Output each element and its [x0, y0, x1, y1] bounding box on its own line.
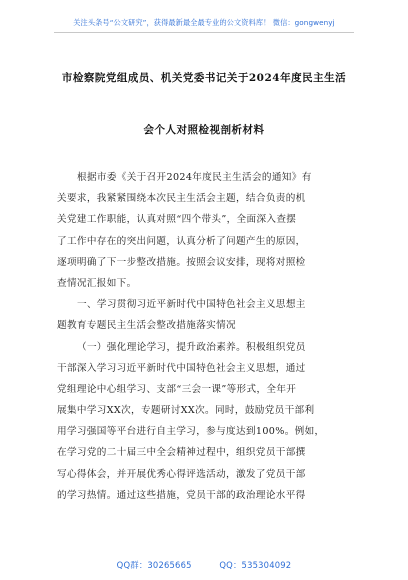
- header-banner: 关注头条号“公文研究”，获得最新最全最专业的公文资料库！ 微信：gongwenyj: [73, 18, 335, 27]
- body-line: 查情况汇报如下。: [57, 277, 137, 289]
- body-line: 根据市委《关于召开2024年度民主生活会的通知》有: [77, 172, 312, 183]
- body-line: 的学习热情。通过这些措施，党员干部的政治理论水平得: [57, 489, 306, 501]
- footer-qq-number: QQ：535304092: [219, 560, 292, 570]
- body-line: 关党建工作职能，认真对照“四个带头”，全面深入查摆: [57, 214, 297, 226]
- body-line: 关要求，我紧紧围绕本次民主生活会主题，结合负责的机: [57, 193, 306, 205]
- body-line: 干部深入学习习近平新时代中国特色社会主义思想，通过: [57, 362, 306, 374]
- footer-contact: [0, 559, 408, 571]
- document-body: [57, 167, 357, 506]
- body-line: 展集中学习XX次，专题研讨XX次。同时，鼓励党员干部利: [57, 405, 315, 417]
- header-divider: [54, 32, 354, 33]
- body-line: 党组理论中心组学习、支部“三会一课”等形式，全年开: [57, 383, 297, 395]
- body-line: 用学习强国等平台进行自主学习，参与度达到100%。例如，: [57, 426, 325, 438]
- section-heading-line: 题教育专题民主生活会整改措施落实情况: [57, 320, 236, 332]
- body-line: 逐项明确了下一步整改措施。按照会议安排，现将对照检: [57, 256, 306, 268]
- section-heading-line: 一、学习贯彻习近平新时代中国特色社会主义思想主: [77, 299, 306, 311]
- body-line: （一）强化理论学习，提升政治素养。积极组织党员: [77, 341, 306, 353]
- document-title-line-1: 市检察院党组成员、机关党委书记关于2024年度民主生活: [61, 72, 347, 84]
- body-line: 了工作中存在的突出问题，认真分析了问题产生的原因，: [57, 235, 306, 247]
- body-line: 在学习党的二十届三中全会精神过程中，组织党员干部撰: [57, 447, 306, 459]
- footer-qq-group: QQ群：30265665: [116, 560, 192, 570]
- document-title-line-2: 会个人对照检视剖析材料: [143, 124, 265, 136]
- body-line: 写心得体会，并开展优秀心得评选活动，激发了党员干部: [57, 468, 306, 480]
